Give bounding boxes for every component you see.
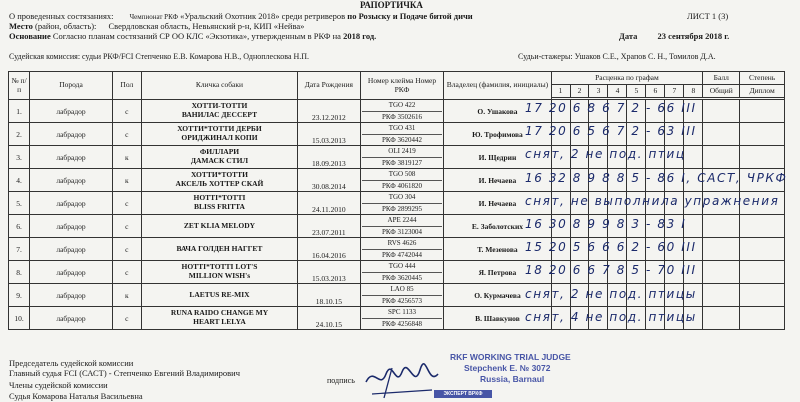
row-num: 1. — [9, 100, 30, 123]
row-sex: к — [112, 284, 141, 307]
col-sex: Пол — [112, 72, 141, 100]
row-num: 4. — [9, 169, 30, 192]
row-num: 2. — [9, 123, 30, 146]
member-judge: Судья Комарова Наталья Васильевна — [9, 391, 143, 401]
row-dob: 16.04.2016 — [298, 238, 361, 261]
date-line — [619, 32, 729, 41]
brand-number: APE 2244 — [387, 216, 417, 224]
dog-name-line-1: LAETUS RE-MIX — [189, 289, 250, 299]
dog-name-line-1: ХОТТИ-ТОТТИ — [191, 101, 248, 111]
row-brand — [360, 284, 444, 307]
dog-name-line-1: RUNA RAIDO CHANGE MY — [170, 308, 269, 318]
row-dob: 15.03.2013 — [298, 261, 361, 284]
competition-label: О проведенных состязаниях: — [9, 11, 114, 21]
dog-name-line-2: MILLION WISH's — [188, 271, 251, 280]
row-dob: 24.10.15 — [298, 307, 361, 330]
dog-name-line-2: HEART LELYA — [193, 317, 246, 326]
col-num: № п/п — [9, 72, 30, 100]
row-dog-name — [141, 123, 297, 146]
dog-name-line-2: ОРИДЖИНАЛ КОПИ — [181, 133, 258, 142]
row-num: 8. — [9, 261, 30, 284]
row-num: 10. — [9, 307, 30, 330]
row-num: 7. — [9, 238, 30, 261]
chair-label: Председатель судейской комиссии — [9, 358, 134, 368]
handwritten-scores: снят, не выполнила упражнения — [525, 193, 780, 208]
score-col-2: 2 — [570, 85, 589, 98]
handwritten-scores: 16 30 8 9 9 8 3 - 83 I — [525, 217, 687, 231]
col-dob: Дата Рождения — [298, 72, 361, 100]
row-owner: Я. Петрова — [444, 261, 551, 284]
rkf-number: РКФ 4256573 — [362, 295, 443, 306]
row-dob: 30.08.2014 — [298, 169, 361, 192]
row-breed: лабрадор — [30, 169, 113, 192]
dog-name-line-2: ДАМАСК СТИЛ — [190, 156, 249, 165]
dog-name-line-2: ВАНИЛАС ДЕССЕРТ — [181, 110, 258, 119]
competition-champ: Чемпионат РКФ — [129, 13, 178, 21]
col-degree: Степень — [740, 72, 785, 85]
row-owner: Е. Заболотских — [444, 215, 551, 238]
competition-bold: по Розыску и Подаче битой дичи — [347, 11, 473, 21]
row-breed: лабрадор — [30, 215, 113, 238]
basis-line — [9, 32, 376, 41]
col-ball: Балл — [703, 72, 740, 85]
row-owner: Ю. Трофимова — [444, 123, 551, 146]
col-brand: Номер клейма Номер РКФ — [360, 72, 444, 100]
row-sex: с — [112, 261, 141, 284]
col-breed: Порода — [30, 72, 113, 100]
signature-label: подпись — [327, 376, 355, 385]
judge-stamp — [420, 352, 610, 400]
row-breed: лабрадор — [30, 261, 113, 284]
rkf-number: РКФ 3123004 — [362, 226, 443, 237]
rkf-number: РКФ 4256848 — [362, 318, 443, 329]
row-brand — [360, 146, 444, 169]
row-breed: лабрадор — [30, 192, 113, 215]
chief-judge: Главный судья FCI (САСТ) - Степченко Евгений Владимирович — [9, 368, 240, 378]
basis-year: 2018 год. — [343, 31, 377, 41]
row-sex: с — [112, 123, 141, 146]
commission-line: Судейская комиссия: судьи РКФ/FCI Степченко Е.В. Комарова Н.В., Одноплескова Н.П. — [9, 52, 310, 61]
brand-number: LAO 85 — [390, 285, 414, 293]
row-dob: 24.11.2010 — [298, 192, 361, 215]
competition-text: «Уральский Охотник 2018» среди ретриверов — [180, 11, 346, 21]
handwritten-scores: снят, 4 не под. птицы — [525, 309, 697, 324]
dog-name-line-1: ХОТТИ*ТОТТИ ДЕРБИ — [177, 124, 262, 134]
handwritten-scores: снят, 2 не под. птицы — [525, 286, 697, 301]
row-dog-name — [141, 284, 297, 307]
col-ball-sub: Общий — [703, 85, 740, 98]
rkf-number: РКФ 2899295 — [362, 203, 443, 214]
stamp-line-1: RKF WORKING TRIAL JUDGE — [450, 352, 571, 362]
brand-number: SPC 1133 — [388, 308, 416, 316]
members-label: Члены судейской комиссии — [9, 380, 108, 390]
row-breed: лабрадор — [30, 123, 113, 146]
handwritten-scores: 15 20 5 6 6 6 2 - 60 III — [525, 240, 697, 255]
score-col-5: 5 — [627, 85, 646, 98]
date-value: 23 сентября 2018 г. — [657, 31, 730, 41]
col-degree-sub: Диплом — [740, 85, 785, 98]
row-breed: лабрадор — [30, 284, 113, 307]
row-breed: лабрадор — [30, 146, 113, 169]
place-label: Место — [9, 21, 33, 31]
row-brand — [360, 169, 444, 192]
stamp-line-3: Russia, Barnaul — [480, 374, 545, 384]
rkf-number: РКФ 3620442 — [362, 134, 443, 145]
row-dog-name — [141, 146, 297, 169]
page-title: РАПОРТИЧКА — [360, 0, 423, 10]
row-owner: Т. Мезенова — [444, 238, 551, 261]
row-dog-name — [141, 100, 297, 123]
col-owner: Владелец (фамилия, инициалы) — [444, 72, 551, 100]
row-dob: 18.10.15 — [298, 284, 361, 307]
row-dog-name — [141, 261, 297, 284]
row-brand — [360, 215, 444, 238]
dog-name-line-2: BLISS FRITTA — [194, 202, 245, 211]
date-label: Дата — [619, 31, 638, 41]
brand-number: TGO 304 — [388, 193, 416, 201]
handwritten-scores: 18 20 6 6 7 8 5 - 70 III — [525, 263, 697, 278]
row-dog-name — [141, 169, 297, 192]
dog-name-line-1: HOTTI*TOTTI LOT'S — [181, 262, 258, 272]
handwritten-scores: снят, 2 не под. птиц — [525, 147, 686, 162]
row-owner: И. Щедрин — [444, 146, 551, 169]
row-sex: к — [112, 169, 141, 192]
row-brand — [360, 238, 444, 261]
dog-name-line-2: АКСЕЛЬ ХОТТЕР СКАЙ — [175, 179, 264, 188]
handwritten-scores: 17 20 6 8 6 7 2 - 66 III — [525, 101, 697, 115]
score-col-8: 8 — [684, 85, 703, 98]
row-sex: с — [112, 215, 141, 238]
row-sex: с — [112, 100, 141, 123]
handwritten-scores: 16 32 8 9 8 8 5 - 86 I, САСТ, ЧРКФ — [525, 170, 788, 185]
stamp-line-2: Stepchenk E. № 3072 — [464, 363, 551, 373]
place-label-2: (район, область): — [35, 21, 97, 31]
row-brand — [360, 192, 444, 215]
row-sex: с — [112, 307, 141, 330]
brand-number: TGO 422 — [388, 101, 416, 109]
row-dog-name — [141, 307, 297, 330]
col-scores: Расценка по графам — [551, 72, 703, 85]
place-line — [9, 22, 304, 31]
brand-number: TGO 444 — [388, 262, 416, 270]
brand-number: OLI 2419 — [388, 147, 416, 155]
row-breed: лабрадор — [30, 238, 113, 261]
competition-line — [9, 12, 473, 21]
row-brand — [360, 307, 444, 330]
rkf-number: РКФ 3819127 — [362, 157, 443, 168]
dog-name-line-1: ВАЧА ГОЛДЕН НАГГЕТ — [176, 243, 263, 253]
row-brand — [360, 261, 444, 284]
row-owner: О. Ушакова — [444, 100, 551, 123]
row-dog-name — [141, 192, 297, 215]
dog-name-line-1: HOTTI*TOTTI — [193, 193, 246, 203]
score-col-1: 1 — [551, 85, 570, 98]
dog-name-line-1: ХОТТИ*ТОТТИ — [190, 170, 248, 180]
row-dog-name — [141, 238, 297, 261]
row-dob: 15.03.2013 — [298, 123, 361, 146]
row-num: 5. — [9, 192, 30, 215]
row-dob: 18.09.2013 — [298, 146, 361, 169]
score-col-7: 7 — [665, 85, 684, 98]
row-dob: 23.12.2012 — [298, 100, 361, 123]
col-name: Кличка собаки — [141, 72, 297, 100]
rkf-number: РКФ 4061820 — [362, 180, 443, 191]
row-owner: В. Шавкунов — [444, 307, 551, 330]
row-owner: И. Нечаева — [444, 169, 551, 192]
row-num: 3. — [9, 146, 30, 169]
row-dob: 23.07.2011 — [298, 215, 361, 238]
stamp-line-4: ЭКСПЕРТ ВРКФ — [434, 390, 492, 398]
place-text: Свердловская область, Невьянский р-н, КИП «Нейва» — [108, 21, 305, 31]
row-owner: О. Курмачева — [444, 284, 551, 307]
rkf-number: РКФ 3502616 — [362, 111, 443, 122]
dog-name-line-1: ZET KLIA MELODY — [183, 220, 256, 230]
row-breed: лабрадор — [30, 307, 113, 330]
score-col-3: 3 — [589, 85, 608, 98]
row-num: 9. — [9, 284, 30, 307]
rkf-number: РКФ 3620445 — [362, 272, 443, 283]
rkf-number: РКФ 4742044 — [362, 249, 443, 260]
row-owner: И. Нечаева — [444, 192, 551, 215]
brand-number: RVS 4626 — [387, 239, 417, 247]
brand-number: TGO 508 — [388, 170, 416, 178]
dog-name-line-1: ФИЛЛАРИ — [199, 147, 240, 157]
row-brand — [360, 100, 444, 123]
trainees-line: Судьи-стажеры: Ушаков С.Е., Храпов С. Н., Томилов Д.А. — [518, 52, 716, 61]
row-num: 6. — [9, 215, 30, 238]
row-sex: с — [112, 238, 141, 261]
score-col-6: 6 — [646, 85, 665, 98]
basis-label: Основание — [9, 31, 51, 41]
row-sex: с — [112, 192, 141, 215]
sheet-number: ЛИСТ 1 (3) — [687, 11, 729, 21]
row-breed: лабрадор — [30, 100, 113, 123]
brand-number: TGO 431 — [388, 124, 416, 132]
row-dog-name — [141, 215, 297, 238]
row-sex: к — [112, 146, 141, 169]
row-brand — [360, 123, 444, 146]
score-col-4: 4 — [608, 85, 627, 98]
basis-text: Согласно планам состязаний СР ОО КЛС «Экзотика», утвержденным в РКФ на — [52, 31, 341, 41]
handwritten-scores: 17 20 6 5 6 7 2 - 63 III — [525, 124, 697, 139]
